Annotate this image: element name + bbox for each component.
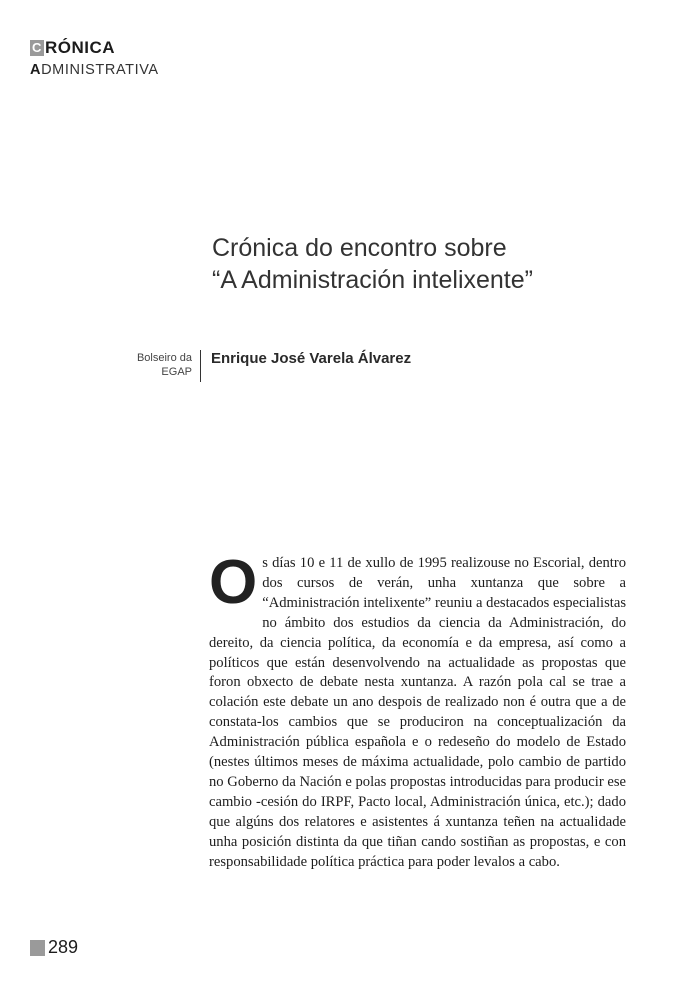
- body-paragraph: s días 10 e 11 de xullo de 1995 realizouse no Escorial, dentro dos cursos de verán, unha xuntanza que sobre a “Administración intelixente” reuniu a destacados especialistas no ámbito dos estudios da ciencia da Administración, do dereito, da ciencia política, da economía e da empresa, así como a políticos que están desenvolvendo na actualidade as propostas que foron obxecto de debate nesta xuntanza. A razón pola cal se trae a colación este debate un ano despois de realizado non é outra que a de constata-los cambios que se produciron na conceptualización da Administración pública española e o redeseño do modelo de Estado (nestes últimos meses de máxima actualidade, polo cambio de partido no Goberno da Nación e polas propostas introducidas para producir ese cambio -cesión do IRPF, Pacto local, Administración única, etc.); dado que algúns dos relatores e asistentes á xuntanza teñen na actualidade unha posición distinta da que tiñan cando sostiñan as propostas, e con responsabilidade política práctica para poder levalos a cabo.: [209, 555, 626, 870]
- author-divider: [200, 350, 201, 382]
- article-body: [209, 548, 626, 873]
- author-name: Enrique José Varela Álvarez: [211, 350, 412, 367]
- page-footer: [30, 937, 78, 958]
- section-initial-box: C: [30, 40, 44, 56]
- article-title-line2: “A Administración intelixente”: [212, 266, 533, 294]
- article-title: [212, 232, 533, 296]
- section-subtitle-rest: DMINISTRATIVA: [41, 62, 159, 78]
- page-number: 289: [48, 937, 79, 957]
- section-subtitle: [30, 61, 159, 79]
- author-affiliation: [100, 351, 192, 379]
- section-header: [30, 38, 159, 79]
- section-title: [30, 38, 159, 58]
- article-title-line1: Crónica do encontro sobre: [212, 234, 507, 262]
- section-subtitle-initial: A: [30, 62, 42, 78]
- page-number-box: [30, 940, 45, 956]
- drop-cap: O: [209, 548, 258, 617]
- affiliation-line1: Bolseiro da: [136, 352, 192, 364]
- section-title-rest: RÓNICA: [45, 38, 116, 57]
- affiliation-line2: EGAP: [161, 366, 192, 378]
